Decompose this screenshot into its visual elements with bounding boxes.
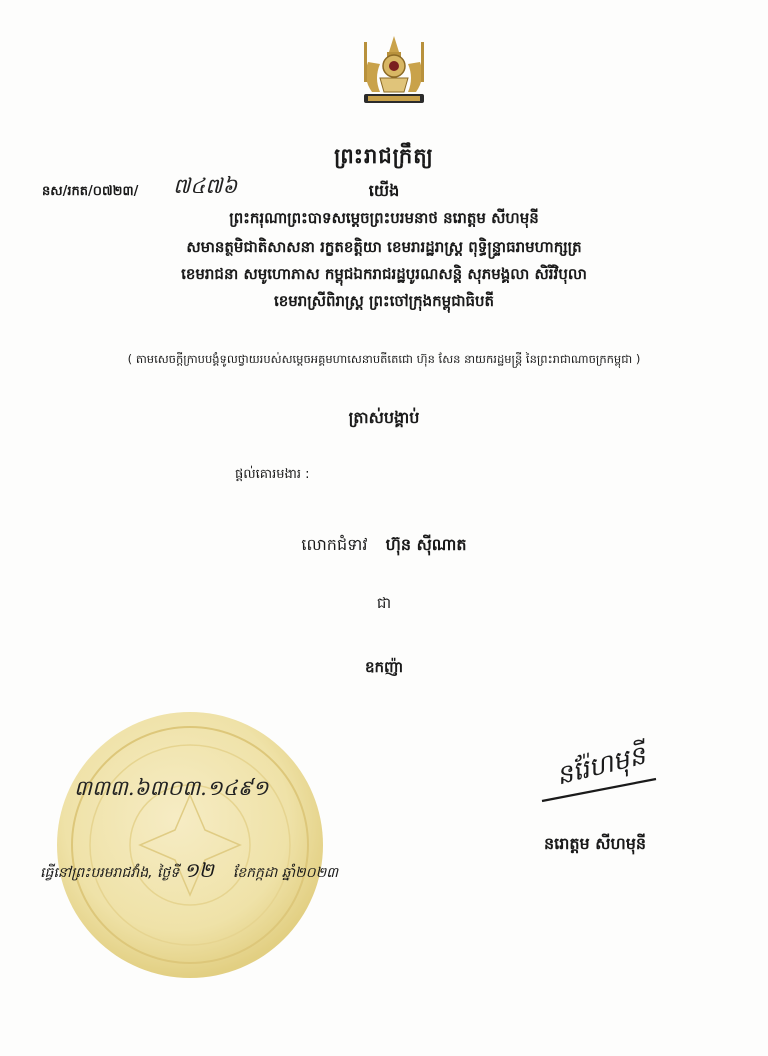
recipient-name: ហ៊ុន ស៊ីណាត [385,535,467,554]
royal-signature [538,735,668,810]
decree-title: ព្រះរាជក្រឹត្យ [334,144,434,168]
signature-script: នរ៉ែហមុនី [553,740,649,792]
preamble-line-4: ខេមរាស្រីពិរាស្ត្រ ព្រះចៅក្រុងកម្ពុជាធិបតី [273,292,495,310]
date-line [40,857,338,887]
recipient-title: លោកជំទាវ [301,535,368,554]
date-day: ១២ [183,858,214,882]
rank-title: ឧកញ៉ា [364,658,404,676]
royal-coat-of-arms-icon [358,34,430,110]
as-word: ជា [376,594,392,612]
date-prefix: ធ្វើនៅព្រះបរមរាជវាំង, ថ្ងៃទី [40,865,180,881]
grant-label: ផ្តល់គោរមងារ : [235,467,310,482]
reference-number-handwritten: ៧៤៧៦ [173,174,238,198]
seal-registration-number: ៣៣៣.៦៣០៣.១៤៩១ [74,776,269,800]
we-heading: យើង [368,181,400,200]
recipient-line [0,534,768,558]
preamble-line-1: ព្រះករុណាព្រះបាទសម្តេចព្រះបរមនាថ នរោត្តម សីហមុនី [229,209,539,227]
order-heading: ត្រាស់បង្គាប់ [348,408,420,427]
embossed-seal [55,710,325,980]
preamble-line-3: ខេមរាជនា សមូហោភាស កម្ពុជឯករាជរដ្ឋបូរណសន្តិ សុភមង្គលា សិរីវិបុលា [181,265,587,283]
proposal-note: ( តាមសេចក្តីក្រាបបង្គំទូលថ្វាយរបស់សម្តេចអគ្គមហាសេនាបតីតេជោ ហ៊ុន សែន នាយករដ្ឋមន្ត្រី នៃព្រះរាជាណាចក្រកម្ពុជា ) [127,352,641,366]
date-suffix: ខែកក្កដា ឆ្នាំ២០២៣ [232,865,339,881]
reference-number: នស/រកត/០៧២៣/ [42,184,139,199]
signatory-name: នរោត្តម សីហមុនី [543,834,647,853]
preamble-line-2: សមានត្ថមិជាតិសាសនា រក្ខតខត្តិយា ខេមរារដ្ឋរាស្ត្រ ពុទ្ធិន្ទ្រាធរាមហាក្សត្រ [186,238,582,256]
